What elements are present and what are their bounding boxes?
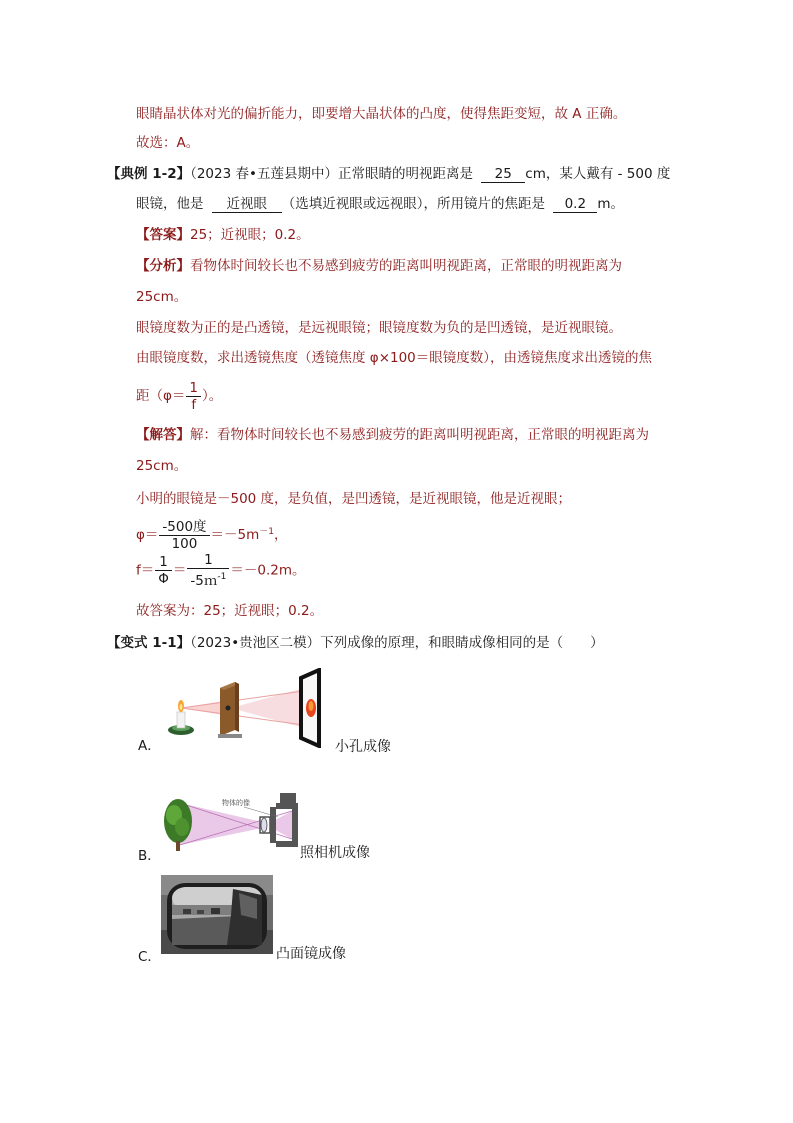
eq1-num: -500度	[159, 519, 209, 536]
eq1-sup: －1	[259, 527, 275, 537]
eq2-num1: 1	[155, 554, 172, 571]
eq1-lhs: φ＝	[136, 527, 159, 543]
eq2-den1: Φ	[158, 571, 169, 587]
intro-line-1: 眼睛晶状体对光的偏折能力，即要增大晶状体的凸度，使得焦距变短，故 A 正确。	[136, 106, 627, 122]
solution-line-3: 小明的眼镜是－500 度，是负值，是凹透镜，是近视眼镜，他是近视眼；	[136, 491, 572, 507]
analysis-line5-pre: 距（φ＝	[136, 388, 186, 404]
analysis-line-3: 眼镜度数为正的是凸透镜，是远视眼镜；眼镜度数为负的是凹透镜，是近视眼镜。	[136, 320, 622, 336]
analysis-text-1: 看物体时间较长也不易感到疲劳的距离叫明视距离，正常眼的明视距离为	[190, 258, 622, 274]
option-c-caption: 凸面镜成像	[276, 946, 346, 962]
analysis-fraction	[186, 380, 201, 413]
variant-line	[107, 633, 604, 653]
final-answer: 故答案为：25；近视眼；0.2。	[136, 603, 324, 619]
eq1-den: 100	[171, 535, 198, 552]
eq2-num2: 1	[187, 552, 229, 569]
equation-2	[136, 552, 305, 589]
answer-blank-2: 近视眼	[212, 196, 282, 213]
solution-line-1	[136, 425, 649, 445]
camera-figure	[160, 793, 302, 861]
example-line-2	[136, 194, 624, 214]
eq2-lhs: f＝	[136, 562, 155, 579]
eq2-fraction-2	[187, 552, 229, 589]
variant-text: （2023•贵池区二模）下列成像的原理，和眼睛成像相同的是（ ）	[190, 635, 604, 651]
analysis-line-5	[136, 378, 222, 414]
eq1-fraction	[159, 519, 209, 552]
eq1-tail: ，	[274, 527, 288, 543]
analysis-line-2: 25cm。	[136, 289, 188, 305]
solution-line-2: 25cm。	[136, 458, 188, 474]
answer-tag: 【答案】	[136, 227, 190, 243]
example-source: （2023 春•五莲县期中）正常眼睛的明视距离是	[190, 166, 473, 182]
pinhole-figure	[163, 668, 355, 748]
option-b-letter[interactable]: B．	[138, 848, 161, 864]
answer-blank-3: 0.2	[553, 196, 597, 213]
analysis-frac-den: f	[191, 396, 197, 413]
example-line2-pre: 眼镜，他是	[136, 196, 204, 212]
analysis-tag: 【分析】	[136, 258, 190, 274]
intro-line-2: 故选：A。	[136, 135, 200, 151]
example-line-1	[107, 164, 670, 184]
solution-tag: 【解答】	[136, 427, 190, 443]
answer-text: 25；近视眼；0.2。	[190, 227, 310, 243]
example-line2-mid: （选填近视眼或远视眼），所用镜片的焦距是	[281, 196, 546, 212]
example-after-blank1: cm，某人戴有 - 500 度	[525, 166, 671, 182]
eq1-rhs: ＝－5m	[210, 527, 260, 543]
analysis-line-4: 由眼镜度数，求出透镜焦度（透镜焦度 φ×100＝眼镜度数），由透镜焦度求出透镜的焦	[136, 350, 653, 366]
eq2-fraction-1	[155, 554, 172, 587]
eq2-den2: -5ｍ	[190, 573, 218, 589]
eq2-eq: ＝	[172, 562, 187, 579]
convex-mirror-figure	[161, 875, 273, 954]
answer-line	[136, 225, 310, 245]
solution-text-1: 解：看物体时间较长也不易感到疲劳的距离叫明视距离，正常眼的明视距离为	[190, 427, 649, 443]
eq2-den2-wrap	[187, 569, 229, 589]
option-a-letter[interactable]: A．	[138, 738, 161, 754]
option-c-letter[interactable]: C．	[138, 949, 161, 965]
equation-1	[136, 514, 288, 553]
example-tag: 【典例 1-2】	[107, 166, 191, 182]
analysis-frac-num: 1	[186, 380, 201, 397]
eq2-den2-sup: -1	[217, 572, 227, 582]
analysis-line5-post: ）。	[202, 388, 223, 404]
variant-tag: 【变式 1-1】	[107, 635, 191, 651]
camera-figure-label: 物体的像	[222, 799, 250, 807]
answer-blank-1: 25	[481, 166, 525, 183]
analysis-line-1	[136, 256, 622, 276]
option-a-caption: 小孔成像	[335, 739, 391, 755]
example-line2-post: m。	[597, 196, 624, 212]
option-b-caption: 照相机成像	[300, 845, 370, 861]
eq2-rhs: ＝－0.2m。	[230, 562, 306, 579]
